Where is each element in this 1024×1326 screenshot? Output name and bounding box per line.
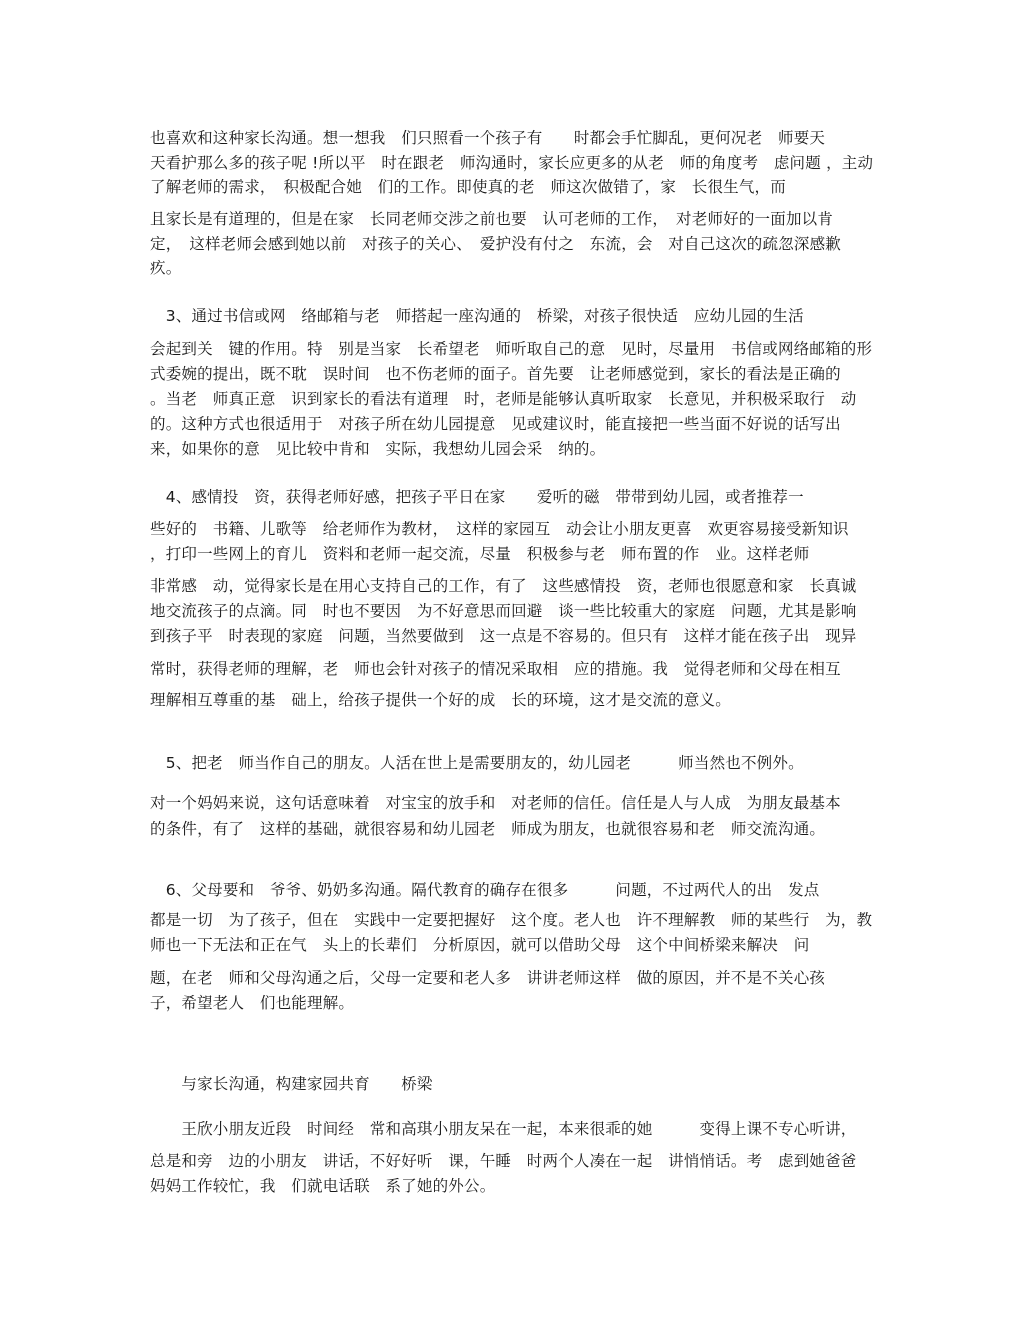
paragraph-line: 定， 这样老师会感到她以前 对孩子的关心、 爱护没有付之 东流，会 对自己这次的疏忽深感歉	[150, 235, 842, 253]
paragraph-line: 些好的 书籍、儿歌等 给老师作为教材， 这样的家园互 动会让小朋友更喜 欢更容易接受新知识	[150, 520, 849, 538]
paragraph-line: 对一个妈妈来说，这句话意味着 对宝宝的放手和 对老师的信任。信任是人与人成 为朋友最基本	[150, 794, 841, 812]
paragraph-line: 理解相互尊重的基 础上，给孩子提供一个好的成 长的环境，这才是交流的意义。	[150, 691, 731, 709]
paragraph-line: 5、把老 师当作自己的朋友。人活在世上是需要朋友的，幼儿园老 师当然也不例外。	[150, 754, 804, 772]
paragraph-line: 王欣小朋友近段 时间经 常和高琪小朋友呆在一起，本来很乖的她 变得上课不专心听讲，	[150, 1120, 857, 1138]
paragraph-line: 常时，获得老师的理解，老 师也会针对孩子的情况采取相 应的措施。我 觉得老师和父母在相互	[150, 660, 841, 678]
paragraph-line: 6、父母要和 爷爷、奶奶多沟通。隔代教育的确存在很多 问题，不过两代人的出 发点	[150, 881, 820, 899]
paragraph-line: 了解老师的需求， 积极配合她 们的工作。即使真的老 师这次做错了，家 长很生气，而	[150, 178, 786, 196]
section-title: 与家长沟通，构建家园共育 桥梁	[150, 1075, 433, 1093]
paragraph-line: 到孩子平 时表现的家庭 问题，当然要做到 这一点是不容易的。但只有 这样才能在孩子出 现异	[150, 627, 857, 645]
paragraph-line: 。当老 师真正意 识到家长的看法有道理 时，老师是能够认真听取家 长意见，并积极采取行 动	[150, 390, 857, 408]
paragraph-line: 且家长是有道理的，但是在家 长同老师交涉之前也要 认可老师的工作， 对老师好的一面加以肯	[150, 210, 834, 228]
paragraph-line: ，打印一些网上的育儿 资料和老师一起交流，尽量 积极参与老 师布置的作 业。这样老师	[150, 545, 810, 563]
paragraph-line: 非常感 动，觉得家长是在用心支持自己的工作，有了 这些感情投 资，老师也很愿意和家 长真诚	[150, 577, 857, 595]
paragraph-line: 会起到关 键的作用。特 别是当家 长希望老 师听取自己的意 见时，尽量用 书信或网络邮箱的形	[150, 340, 873, 358]
paragraph-line: 都是一切 为了孩子，但在 实践中一定要把握好 这个度。老人也 许不理解教 师的某些行 为，教	[150, 911, 873, 929]
paragraph-line: 天看护那么多的孩子呢 !所以平 时在跟老 师沟通时，家长应更多的从老 师的角度考 虑问题 ，主动	[150, 154, 874, 172]
paragraph-line: 的。这种方式也很适用于 对孩子所在幼儿园提意 见或建议时，能直接把一些当面不好说的话写出	[150, 415, 841, 433]
paragraph-line: 总是和旁 边的小朋友 讲话，不好好听 课，午睡 时两个人凑在一起 讲悄悄话。考 虑到她爸爸	[150, 1152, 857, 1170]
paragraph-line: 3、通过书信或网 络邮箱与老 师搭起一座沟通的 桥梁，对孩子很快适 应幼儿园的生活	[150, 307, 804, 325]
paragraph-line: 地交流孩子的点滴。同 时也不要因 为不好意思而回避 谈一些比较重大的家庭 问题，尤其是影响	[150, 602, 857, 620]
paragraph-line: 4、感情投 资，获得老师好感，把孩子平日在家 爱听的磁 带带到幼儿园，或者推荐一	[150, 488, 804, 506]
paragraph-line: 妈妈工作较忙，我 们就电话联 系了她的外公。	[150, 1177, 496, 1195]
paragraph-line: 也喜欢和这种家长沟通。想一想我 们只照看一个孩子有 时都会手忙脚乱，更何况老 师要天	[150, 129, 826, 147]
paragraph-line: 式委婉的提出，既不耽 误时间 也不伤老师的面子。首先要 让老师感觉到，家长的看法是正确的	[150, 365, 841, 383]
paragraph-line: 题，在老 师和父母沟通之后，父母一定要和老人多 讲讲老师这样 做的原因，并不是不关心孩	[150, 969, 826, 987]
paragraph-line: 来，如果你的意 见比较中肯和 实际，我想幼儿园会采 纳的。	[150, 440, 606, 458]
paragraph-line: 疚。	[150, 259, 182, 277]
paragraph-line: 师也一下无法和正在气 头上的长辈们 分析原因，就可以借助父母 这个中间桥梁来解决 问	[150, 936, 810, 954]
paragraph-line: 的条件，有了 这样的基础，就很容易和幼儿园老 师成为朋友，也就很容易和老 师交流沟通。	[150, 820, 826, 838]
paragraph-line: 子，希望老人 们也能理解。	[150, 994, 355, 1012]
